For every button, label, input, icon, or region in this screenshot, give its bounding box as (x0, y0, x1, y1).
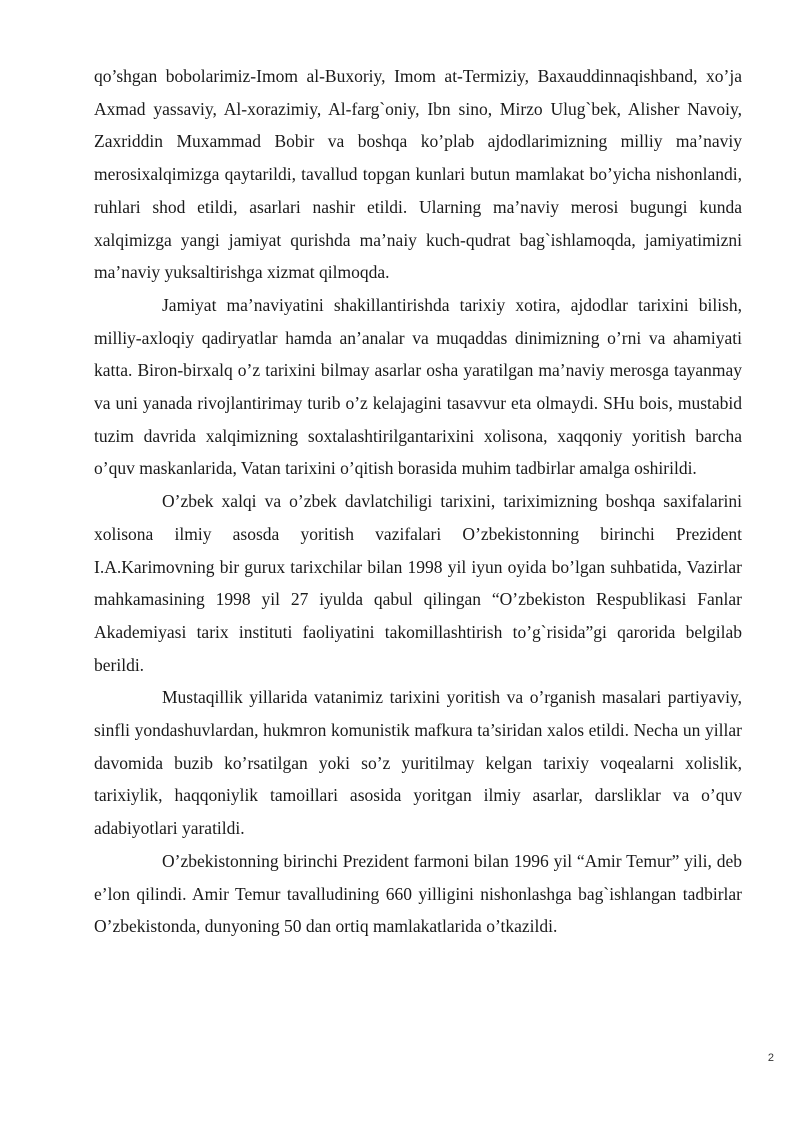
paragraph-amir-temur-year: O’zbekistonning birinchi Prezident farmoni bilan 1996 yil “Amir Temur” yili, deb e’lon qilindi. Amir Temur tavalludining 660 yilligini nishonlashga bag`ishlangan tadbirlar O’zbekistonda, dunyoning 50 dan ortiq mamlakatlarida o’tkazildi. (94, 850, 742, 937)
paragraph-statehood-history: O’zbek xalqi va o’zbek davlatchiligi tarixini, tariximizning boshqa saxifalarini xolisona ilmiy asosda yoritish vazifalari O’zbekistonning birinchi Prezident I.A.Karimovning bir gurux tarixchilar bilan 1998 yil iyun oyida bo’lgan suhbatida, Vazirlar mahkamasining 1998 yil 27 iyulda qabul qilingan “O’zbekiston Respublikasi Fanlar Akademiyasi tarix instituti faoliyatini takomillashtirish to’g`risida”gi qarorida belgilab berildi. (94, 491, 742, 675)
paragraph-ancestors-heritage: qo’shgan bobolarimiz-Imom al-Buxoriy, Imom at-Termiziy, Baxauddinnaqishband, xo’ja Axmad yassaviy, Al-xorazimiy, Al-farg`oniy, Ibn sino, Mirzo Ulug`bek, Alisher Navoiy, Zaxriddin Muxammad Bobir va boshqa ko’plab ajdodlarimizning milliy ma’naviy merosixalqimizga qaytarildi, tavallud topgan kunlari butun mamlakat bo’yicha nishonlandi, ruhlari shod etildi, asarlari nashir etildi. Ularning ma’naviy merosi bugungi kunda xalqimizga yangi jamiyat qurishda ma’naiy kuch-qudrat bag`ishlamoqda, jamiyatimizni ma’naviy yuksaltirishga xizmat qilmoqda. (94, 66, 742, 283)
paragraph-independence-years: Mustaqillik yillarida vatanimiz tarixini yoritish va o’rganish masalari partiyaviy, sinfli yondashuvlardan, hukmron komunistik mafkura ta’siridan xalos etildi. Necha un yillar davomida buzib ko’rsatilgan yoki so’z yuritilmay kelgan tarixiy voqealarni xolislik, tarixiylik, haqqoniylik tamoillari asosida yoritgan ilmiy asarlar, darsliklar va o’quv adabiyotlari yaratildi. (94, 687, 742, 839)
document-page (94, 60, 742, 943)
page-number: 2 (767, 1052, 774, 1064)
paragraph-spiritual-memory: Jamiyat ma’naviyatini shakillantirishda tarixiy xotira, ajdodlar tarixini bilish, milliy-axloqiy qadiryatlar hamda an’analar va muqaddas dinimizning o’rni va ahamiyati katta. Biron-birxalq o’z tarixini bilmay asarlar osha yaratilgan ma’naviy merosga tayanmay va uni yanada rivojlantirimay turib o’z kelajagini tasavvur eta olmaydi. SHu bois, mustabid tuzim davrida xalqimizning soxtalashtirilgantarixini xolisona, xaqqoniy yoritish barcha o’quv maskanlarida, Vatan tarixini o’qitish borasida muhim tadbirlar amalga oshirildi. (94, 294, 742, 479)
